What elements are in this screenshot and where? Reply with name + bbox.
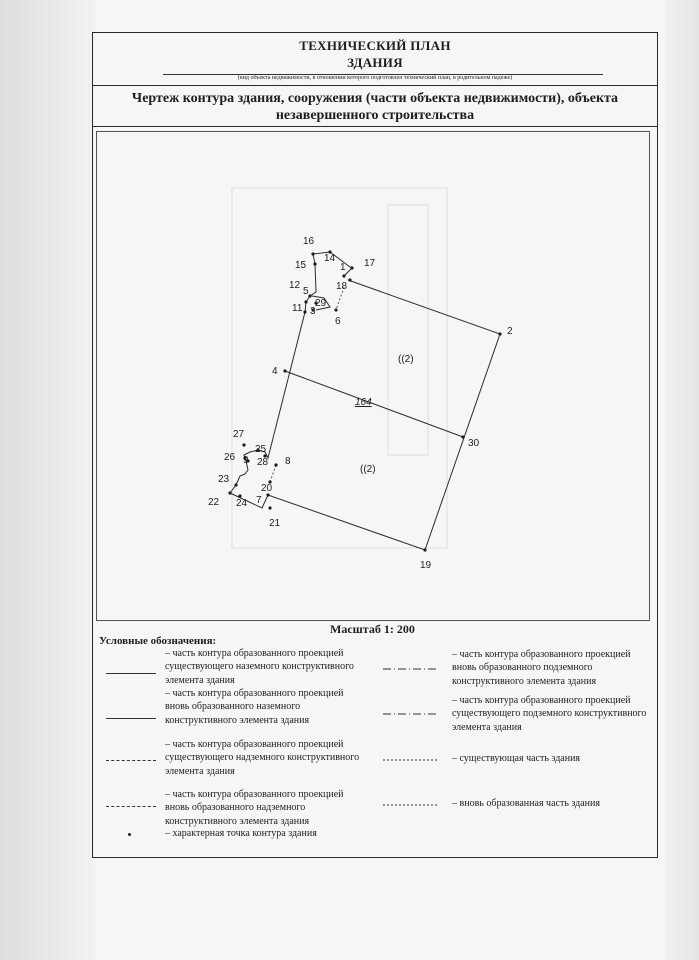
point-label-7: 7 <box>256 495 262 506</box>
legend-line-dashed <box>106 806 156 807</box>
contour-point-4 <box>283 369 286 372</box>
document-title: ТЕХНИЧЕСКИЙ ПЛАН <box>299 38 451 53</box>
bleed-through-inner <box>388 205 428 455</box>
contour-point-11 <box>303 310 306 313</box>
legend-item-text: – характерная точка контура здания <box>165 828 317 839</box>
point-label-21: 21 <box>269 518 281 529</box>
legend-item-text: – существующая часть здания <box>452 753 581 764</box>
point-label-29: 29 <box>315 298 327 309</box>
contour-point-17 <box>350 266 353 269</box>
bleed-through-frame <box>232 188 447 548</box>
point-label-27: 27 <box>233 429 245 440</box>
point-label-3: 3 <box>310 306 316 317</box>
point-label-8: 8 <box>285 456 291 467</box>
point-label-18: 18 <box>336 281 348 292</box>
contour-point-12 <box>308 294 311 297</box>
contour-division-line <box>285 371 463 437</box>
point-label-17: 17 <box>364 258 376 269</box>
section-title: Чертеж контура здания, сооружения (части объекта недвижимости), объекта <box>131 91 619 106</box>
point-label-23: 23 <box>218 474 230 485</box>
contour-point-15 <box>313 262 316 265</box>
dashed-link-20-8 <box>270 465 276 482</box>
legend-point-marker <box>128 833 131 836</box>
legend-item-text: – часть контура образованного проекцией вновь образованного подземного конструктивного элемента здания <box>452 649 631 687</box>
point-label-26: 26 <box>224 452 236 463</box>
contour-point-6 <box>334 308 337 311</box>
point-label-25: 25 <box>255 444 267 455</box>
legend-line-dotted <box>383 757 438 763</box>
legend-line-solid <box>106 718 156 719</box>
point-label-19: 19 <box>420 560 432 571</box>
contour-point-27 <box>242 443 245 446</box>
legend-line-dotted <box>383 802 438 808</box>
dashed-contour-lines <box>270 287 344 482</box>
legend-item-text: – часть контура образованного проекцией вновь образованного надземного конструктивного элемента здания <box>165 789 344 827</box>
legend-line-solid <box>106 673 156 674</box>
document-title-object: ЗДАНИЯ <box>347 55 403 70</box>
bleed-through-marks <box>232 188 447 548</box>
legend-heading: Условные обозначения: <box>99 635 217 647</box>
contour-point-8 <box>274 463 277 466</box>
point-label-1: 1 <box>340 262 346 273</box>
legend-line-dashed <box>106 760 156 761</box>
title-footnote: (вид объекта недвижимости, в отношении которого подготовлен технический план, в родительном падеже) <box>237 75 513 81</box>
point-label-11: 11 <box>292 303 303 314</box>
point-label-24: 24 <box>236 498 248 509</box>
contour-point-5 <box>304 300 307 303</box>
point-label-2: 2 <box>507 326 513 337</box>
legend-item-text: – часть контура образованного проекцией вновь образованного наземного конструктивного элемента здания <box>165 688 344 726</box>
legend-item-text: – часть контура образованного проекцией существующего надземного конструктивного элемента здания <box>165 739 360 777</box>
contour-point-23 <box>234 483 237 486</box>
contour-point-21 <box>268 506 271 509</box>
scale-label: Масштаб 1: 200 <box>330 622 415 636</box>
legend-item-text: – вновь образованная часть здания <box>452 798 600 809</box>
contour-point-19 <box>423 548 426 551</box>
contour-point-2 <box>498 332 501 335</box>
point-label-4: 4 <box>272 366 278 377</box>
contour-point-1 <box>342 274 345 277</box>
contour-point-22 <box>228 491 231 494</box>
contour-point-18 <box>348 278 351 281</box>
legend-item-text: – часть контура образованного проекцией существующего наземного конструктивного элемента здания <box>165 648 354 686</box>
section-title-continued: незавершенного строительства <box>275 108 475 123</box>
point-label-20: 20 <box>261 483 273 494</box>
point-label-28: 28 <box>257 457 269 468</box>
point-label-12: 12 <box>289 280 301 291</box>
point-label-16: 16 <box>303 236 315 247</box>
point-label-6: 6 <box>335 316 341 327</box>
point-label-14: 14 <box>324 253 336 264</box>
point-label-15: 15 <box>295 260 307 271</box>
contour-point-30 <box>461 435 464 438</box>
legend-line-dash-dot <box>383 666 438 672</box>
point-label-22: 22 <box>208 497 220 508</box>
legend-line-dash-dot <box>383 711 438 717</box>
contour-point-16 <box>311 252 314 255</box>
contour-label-upper: ((2) <box>398 354 414 365</box>
point-label-30: 30 <box>468 438 480 449</box>
contour-label-lower: ((2) <box>360 464 376 475</box>
legend-item-text: – часть контура образованного проекцией существующего подземного конструктивного элемента здания <box>452 695 647 733</box>
point-label-9: 9 <box>243 455 249 466</box>
point-label-5: 5 <box>303 286 309 297</box>
dimension-label: 164 <box>355 397 372 408</box>
